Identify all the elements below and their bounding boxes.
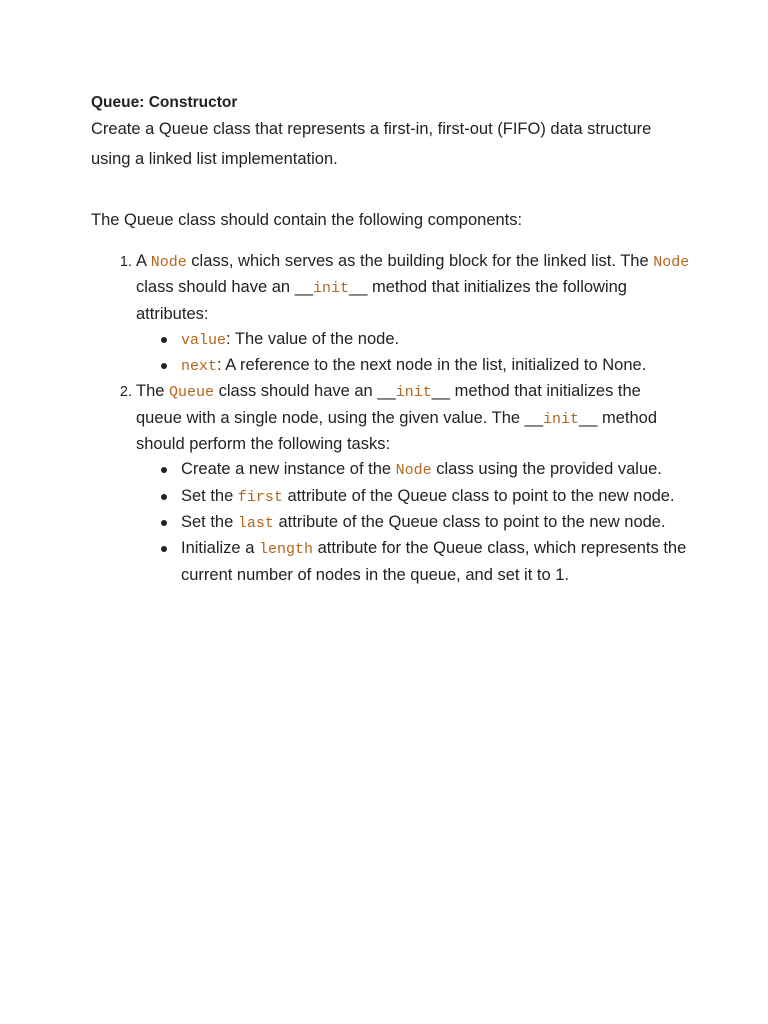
components-list [91, 249, 691, 588]
code-init: init [395, 384, 432, 402]
code-node: Node [395, 462, 432, 480]
list-item-queue-class: 2. The Queue class should have an __init__ method that initializes the queue with a single node, using the given value. The __init__ method should perform the following tasks: Create a new instance of the Node class using the provided value. Set the first attribute of the Queue class to point to the new node. Set the last attribute of the Queue class to point to the new node. Initialize a length attribute for the Queue class, which represents the current number of nodes in the queue, and set it to 1. [136, 379, 691, 587]
list-item: Create a new instance of the Node class using the provided value. [181, 457, 691, 483]
intro-paragraph: Create a Queue class that represents a first-in, first-out (FIFO) data structure using a linked list implementation. [91, 120, 652, 168]
list-item: Initialize a length attribute for the Queue class, which represents the current number of nodes in the queue, and set it to 1. [181, 536, 691, 588]
code-length: length [258, 541, 313, 559]
code-node: Node [150, 254, 187, 271]
code-queue: Queue [169, 384, 215, 402]
components-lead: The Queue class should contain the following components: [91, 211, 523, 229]
code-next: next [181, 358, 218, 376]
code-last: last [237, 514, 274, 532]
section-title: Queue: Constructor [91, 94, 238, 111]
init-tasks-list [136, 457, 691, 587]
list-item: value: The value of the node. [181, 327, 691, 353]
list-item-node-class: 1. A Node class, which serves as the building block for the linked list. The Node class should have an __init__ method that initializes the following attributes: value: The value of the node. next: A reference to the next node in the list, initialized to None. [136, 249, 691, 379]
code-first: first [237, 488, 283, 506]
code-node: Node [653, 254, 690, 271]
node-attributes-list [136, 327, 691, 380]
list-item: next: A reference to the next node in the list, initialized to None. [181, 353, 691, 379]
list-item: Set the first attribute of the Queue class to point to the new node. [181, 484, 691, 510]
code-init: init [313, 280, 350, 298]
code-value: value [181, 331, 227, 349]
document-page [91, 92, 691, 588]
code-init: init [543, 410, 580, 428]
list-item: Set the last attribute of the Queue class to point to the new node. [181, 510, 691, 536]
